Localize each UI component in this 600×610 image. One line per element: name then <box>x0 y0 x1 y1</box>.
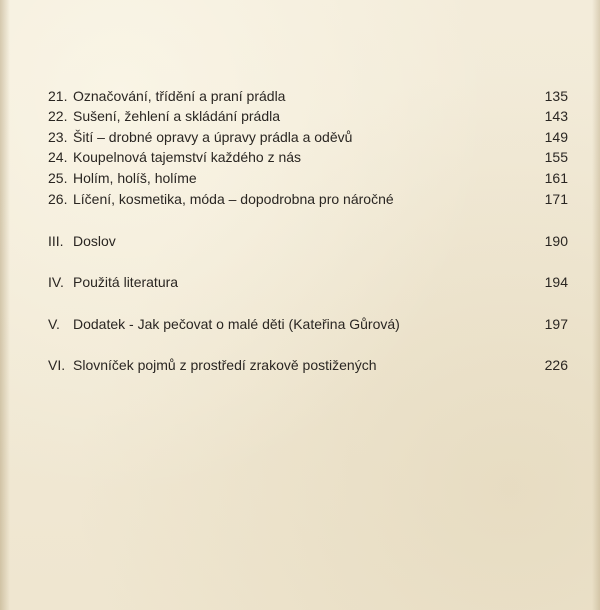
toc-section-number: III. <box>48 233 64 249</box>
toc-section-page: 194 <box>544 274 568 290</box>
toc-section-title: Použitá literatura <box>73 274 179 290</box>
toc-section-number: V. <box>48 316 60 332</box>
toc-entry-page: 135 <box>544 88 568 104</box>
toc-entry-title: Holím, holíš, holíme <box>73 170 197 186</box>
toc-section-page: 197 <box>544 316 568 332</box>
toc-entry-page: 155 <box>544 149 568 165</box>
toc-section-page: 226 <box>544 357 568 373</box>
toc-entry-title: Označování, třídění a praní prádla <box>73 88 286 104</box>
toc-section-dodatek <box>48 314 568 334</box>
toc-entry-23 <box>48 127 568 147</box>
toc-entry-page: 161 <box>544 170 568 186</box>
toc-entry-26 <box>48 189 568 209</box>
toc-entry-title: Šití – drobné opravy a úpravy prádla a oděvů <box>73 129 353 145</box>
toc-entry-title: Sušení, žehlení a skládání prádla <box>73 108 281 124</box>
toc-section-title: Dodatek - Jak pečovat o malé děti (Kateřina Gůrová) <box>73 316 400 332</box>
toc-section-doslov <box>48 231 568 251</box>
toc-section-page: 190 <box>544 233 568 249</box>
page-edge-shadow-left <box>0 0 10 610</box>
toc-entry-page: 171 <box>544 191 568 207</box>
toc-entry-22 <box>48 106 568 126</box>
toc-entry-page: 143 <box>544 108 568 124</box>
toc-entry-number: 26. <box>48 191 68 207</box>
toc-entry-25 <box>48 168 568 188</box>
toc-entry-number: 23. <box>48 129 68 145</box>
toc-section-literatura <box>48 272 568 292</box>
toc-section-title: Slovníček pojmů z prostředí zrakově postižených <box>73 357 377 373</box>
toc-entry-21 <box>48 86 568 106</box>
toc-entry-page: 149 <box>544 129 568 145</box>
toc-entry-number: 25. <box>48 170 68 186</box>
toc-entry-number: 22. <box>48 108 68 124</box>
toc-entry-title: Koupelnová tajemství každého z nás <box>73 149 302 165</box>
toc-entry-number: 24. <box>48 149 68 165</box>
toc-section-slovnicek <box>48 355 568 375</box>
toc-entry-number: 21. <box>48 88 68 104</box>
toc-entry-title: Líčení, kosmetika, móda – dopodrobna pro náročné <box>73 191 394 207</box>
page-edge-shadow-right <box>592 0 600 610</box>
toc-entry-24 <box>48 147 568 167</box>
toc-section-title: Doslov <box>73 233 116 249</box>
toc-section-number: VI. <box>48 357 66 373</box>
toc-section-number: IV. <box>48 274 64 290</box>
